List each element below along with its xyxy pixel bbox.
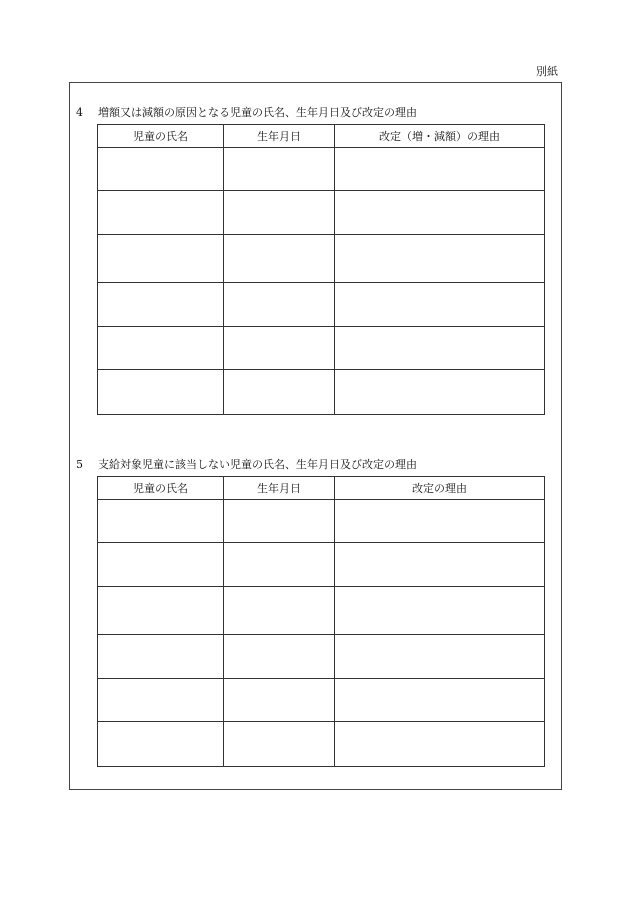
reason-cell[interactable]: [335, 148, 545, 191]
reason-cell[interactable]: [335, 327, 545, 370]
section-5-table: [97, 476, 545, 767]
column-header-revision-reason: 改定（増・減額）の理由: [335, 125, 545, 148]
child-name-cell[interactable]: [98, 327, 224, 370]
table-row: [98, 635, 545, 679]
child-name-cell[interactable]: [98, 679, 224, 722]
table-row: [98, 235, 545, 283]
section-4-title: 増額又は減額の原因となる児童の氏名、生年月日及び改定の理由: [98, 106, 417, 119]
birth-date-cell[interactable]: [224, 635, 335, 679]
birth-date-cell[interactable]: [224, 543, 335, 587]
column-header-revision-reason: 改定の理由: [335, 477, 545, 500]
reason-cell[interactable]: [335, 722, 545, 767]
column-header-birth-date: 生年月日: [224, 477, 335, 500]
reason-cell[interactable]: [335, 500, 545, 543]
child-name-cell[interactable]: [98, 283, 224, 327]
birth-date-cell[interactable]: [224, 327, 335, 370]
birth-date-cell[interactable]: [224, 370, 335, 415]
child-name-cell[interactable]: [98, 587, 224, 635]
table-row: [98, 191, 545, 235]
section-5-title: 支給対象児童に該当しない児童の氏名、生年月日及び改定の理由: [98, 458, 417, 471]
birth-date-cell[interactable]: [224, 235, 335, 283]
table-header-row: [98, 477, 545, 500]
reason-cell[interactable]: [335, 635, 545, 679]
reason-cell[interactable]: [335, 235, 545, 283]
column-header-child-name: 児童の氏名: [98, 125, 224, 148]
attachment-label: 別紙: [536, 65, 558, 78]
table-row: [98, 587, 545, 635]
section-4-heading: [76, 106, 417, 120]
section-4-table: [97, 124, 545, 415]
birth-date-cell[interactable]: [224, 283, 335, 327]
reason-cell[interactable]: [335, 543, 545, 587]
table-row: [98, 327, 545, 370]
child-name-cell[interactable]: [98, 191, 224, 235]
table-row: [98, 679, 545, 722]
child-name-cell[interactable]: [98, 722, 224, 767]
reason-cell[interactable]: [335, 283, 545, 327]
column-header-child-name: 児童の氏名: [98, 477, 224, 500]
column-header-birth-date: 生年月日: [224, 125, 335, 148]
child-name-cell[interactable]: [98, 148, 224, 191]
reason-cell[interactable]: [335, 191, 545, 235]
table-row: [98, 500, 545, 543]
child-name-cell[interactable]: [98, 543, 224, 587]
table-header-row: [98, 125, 545, 148]
table-row: [98, 283, 545, 327]
birth-date-cell[interactable]: [224, 500, 335, 543]
section-4-number: 4: [76, 106, 83, 119]
table-row: [98, 543, 545, 587]
section-5-heading: [76, 458, 417, 472]
reason-cell[interactable]: [335, 679, 545, 722]
birth-date-cell[interactable]: [224, 722, 335, 767]
reason-cell[interactable]: [335, 587, 545, 635]
child-name-cell[interactable]: [98, 370, 224, 415]
birth-date-cell[interactable]: [224, 191, 335, 235]
table-row: [98, 148, 545, 191]
reason-cell[interactable]: [335, 370, 545, 415]
birth-date-cell[interactable]: [224, 148, 335, 191]
birth-date-cell[interactable]: [224, 587, 335, 635]
table-row: [98, 370, 545, 415]
section-5-number: 5: [76, 458, 83, 471]
table-row: [98, 722, 545, 767]
child-name-cell[interactable]: [98, 500, 224, 543]
child-name-cell[interactable]: [98, 235, 224, 283]
birth-date-cell[interactable]: [224, 679, 335, 722]
child-name-cell[interactable]: [98, 635, 224, 679]
